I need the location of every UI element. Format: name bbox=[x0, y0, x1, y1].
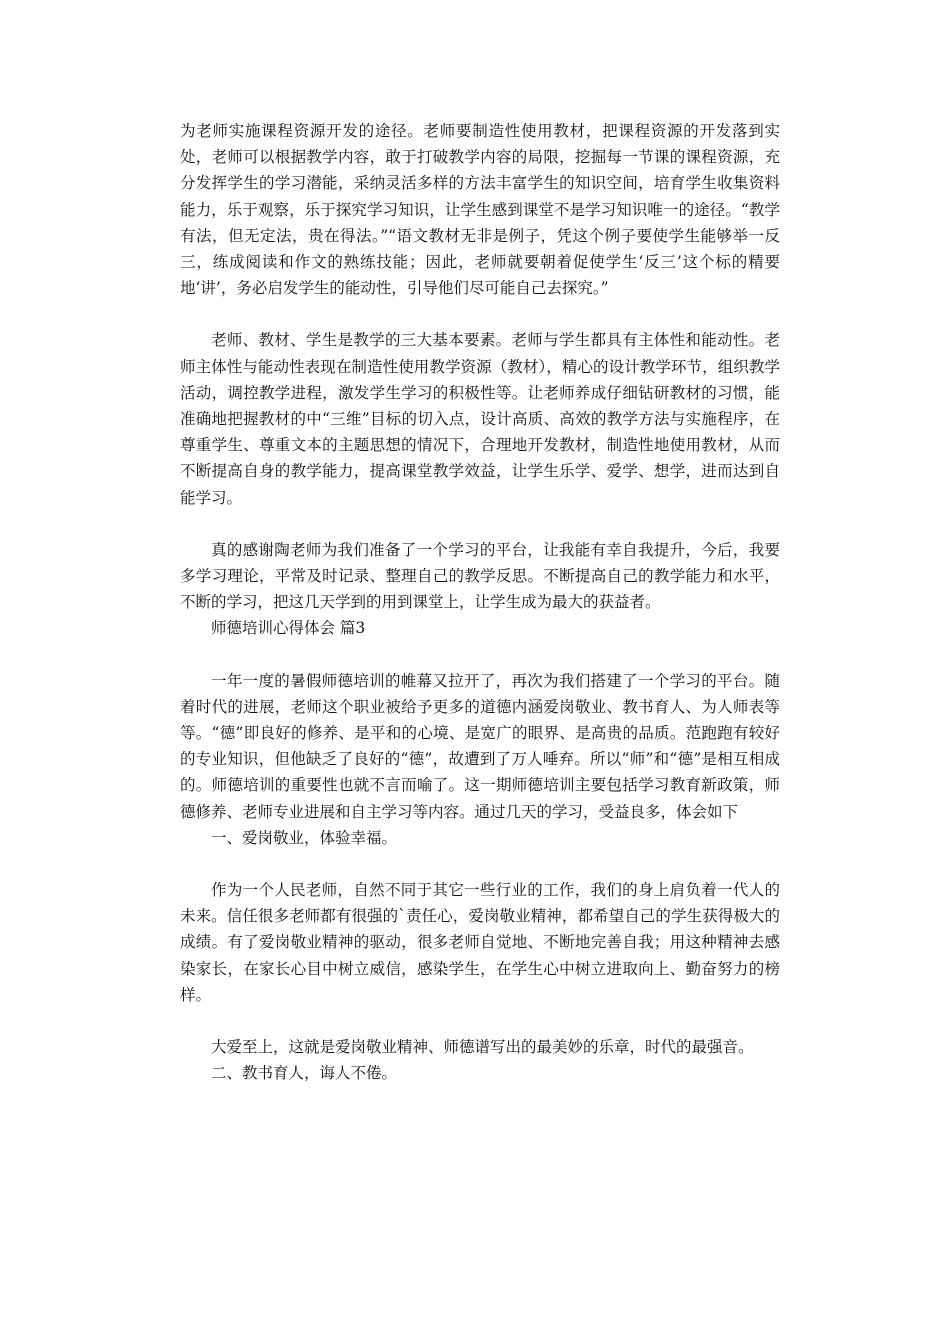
paragraph-thanks: 真的感谢陶老师为我们准备了一个学习的平台，让我能有幸自我提升，今后，我要多学习理论，平常及时记录、整理自己的教学反思。不断提高自己的教学能力和水平，不断的学习，把这几天学到的用到课堂上，让学生成为最大的获益者。 bbox=[180, 540, 780, 612]
paragraph-teaching-elements: 老师、教材、学生是教学的三大基本要素。老师与学生都具有主体性和能动性。老师主体性与能动性表现在制造性使用教学资源（教材），精心的设计教学环节，组织教学活动，调控教学进程，激发学生学习的积极性等。让老师养成仔细钻研教材的习惯，能准确地把握教材的中“三维”目标的切入点，设计高质、高效的教学方法与实施程序，在尊重学生、尊重文本的主题思想的情况下，合理地开发教材，制造性地使用教材，从而不断提高自身的教学能力，提高课堂教学效益，让学生乐学、爱学、想学，进而达到自能学习。 bbox=[180, 331, 780, 507]
subheading-two: 二、教书育人，诲人不倦。 bbox=[211, 1064, 398, 1083]
paragraph-continuation: 为老师实施课程资源开发的途径。老师要制造性使用教材，把课程资源的开发落到实处，老师可以根据教学内容，敢于打破教学内容的局限，挖掘每一节课的课程资源，充分发挥学生的学习潜能，采纳灵活多样的方法丰富学生的知识空间，培育学生收集资料能力，乐于观察，乐于探究学习知识，让学生感到课堂不是学习知识唯一的途径。“教学有法，但无定法，贵在得法。”“语文教材无非是例子，凭这个例子要使学生能够举一反三，练成阅读和作文的熟练技能；因此，老师就要朝着促使学生‘反三’这个标的精要地‘讲’，务必启发学生的能动性，引导他们尽可能自己去探究。” bbox=[180, 122, 780, 298]
paragraph-training-intro: 一年一度的暑假师德培训的帷幕又拉开了，再次为我们搭建了一个学习的平台。随着时代的进展，老师这个职业被给予更多的道德内涵爱岗敬业、教书育人、为人师表等等。“德”即良好的修养、是平和的心境、是宽广的眼界、是高贵的品质。范跑跑有较好的专业知识，但他缺乏了良好的“德”，故遭到了万人唾弃。所以“师”和“德”是相互相成的。师德培训的重要性也就不言而喻了。这一期师德培训主要包括学习教育新政策，师德修养、老师专业进展和自主学习等内容。通过几天的学习，受益良多，体会如下 bbox=[180, 671, 780, 821]
document-body bbox=[180, 118, 780, 1087]
paragraph-dedication: 作为一个人民老师，自然不同于其它一些行业的工作，我们的身上肩负着一代人的未来。信任很多老师都有很强的`责任心，爱岗敬业精神，都希望自己的学生获得极大的成绩。有了爱岗敬业精神的驱动，很多老师自觉地、不断地完善自我；用这种精神去感染家长，在家长心目中树立威信，感染学生，在学生心中树立进取向上、勤奋努力的榜样。 bbox=[180, 881, 780, 1004]
subheading-one: 一、爱岗敬业，体验幸福。 bbox=[211, 828, 398, 847]
section-title: 师德培训心得体会 篇3 bbox=[211, 619, 366, 638]
paragraph-great-love: 大爱至上，这就是爱岗敬业精神、师德谱写出的最美妙的乐章，时代的最强音。 bbox=[211, 1038, 754, 1057]
